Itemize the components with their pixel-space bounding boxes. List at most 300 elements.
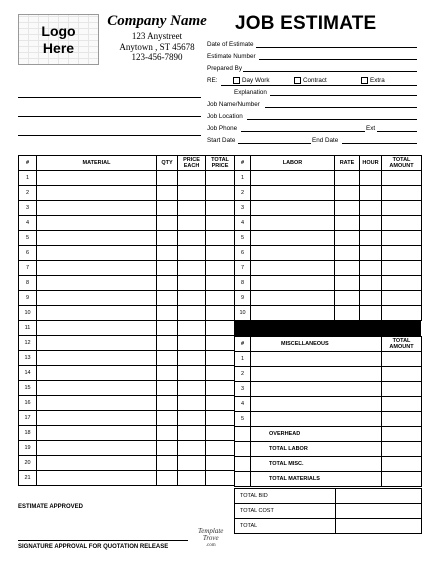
row-number: 4 <box>235 216 251 231</box>
total-price-cell[interactable] <box>206 456 235 471</box>
rate-cell[interactable] <box>335 246 360 261</box>
labor-table <box>234 155 422 321</box>
row-number: 16 <box>19 396 37 411</box>
labor-cell[interactable] <box>251 231 335 246</box>
summary-label: TOTAL MATERIALS <box>251 472 382 487</box>
material-row <box>19 351 235 366</box>
extra-label: Extra <box>370 77 385 85</box>
row-number: 12 <box>19 336 37 351</box>
rate-cell[interactable] <box>335 306 360 321</box>
misc-col-total-header: TOTAL AMOUNT <box>382 337 422 352</box>
extra-option[interactable] <box>361 77 385 84</box>
material-row <box>19 276 235 291</box>
price-each-cell[interactable] <box>178 396 206 411</box>
labor-total-cell[interactable] <box>382 231 422 246</box>
material-row <box>19 216 235 231</box>
blank-line[interactable] <box>18 97 201 98</box>
qty-cell[interactable] <box>157 441 178 456</box>
material-row <box>19 231 235 246</box>
job-phone-field[interactable] <box>241 131 365 132</box>
material-row <box>19 426 235 441</box>
labor-total-cell[interactable] <box>382 201 422 216</box>
labor-cell[interactable] <box>251 216 335 231</box>
total-price-cell[interactable] <box>206 171 235 186</box>
summary-row <box>235 427 422 442</box>
estimate-number-field[interactable] <box>259 59 417 60</box>
labor-total-cell[interactable] <box>382 186 422 201</box>
qty-cell[interactable] <box>157 366 178 381</box>
total-price-cell[interactable] <box>206 321 235 336</box>
price-each-cell[interactable] <box>178 306 206 321</box>
labor-total-cell[interactable] <box>382 216 422 231</box>
material-row <box>19 366 235 381</box>
row-number: 11 <box>19 321 37 336</box>
labor-col-hour-header: HOUR <box>360 156 382 171</box>
material-row <box>19 291 235 306</box>
total-price-cell[interactable] <box>206 261 235 276</box>
summary-row <box>235 442 422 457</box>
contract-option[interactable] <box>294 77 327 84</box>
price-each-cell[interactable] <box>178 471 206 486</box>
row-number: 6 <box>235 246 251 261</box>
material-cell[interactable] <box>37 216 157 231</box>
labor-row <box>235 276 422 291</box>
hour-cell[interactable] <box>360 216 382 231</box>
misc-total-cell[interactable] <box>382 367 422 382</box>
price-each-cell[interactable] <box>178 336 206 351</box>
material-row <box>19 471 235 486</box>
misc-cell[interactable] <box>251 382 382 397</box>
rate-cell[interactable] <box>335 201 360 216</box>
job-name-field[interactable] <box>265 107 417 108</box>
row-number: 14 <box>19 366 37 381</box>
labor-row <box>235 246 422 261</box>
row-number: 5 <box>235 412 251 427</box>
hour-cell[interactable] <box>360 261 382 276</box>
signature-line[interactable] <box>18 540 188 541</box>
qty-cell[interactable] <box>157 216 178 231</box>
labor-col-number-header: # <box>235 156 251 171</box>
row-number: 4 <box>19 216 37 231</box>
labor-total-cell[interactable] <box>382 261 422 276</box>
qty-cell[interactable] <box>157 426 178 441</box>
job-location-field[interactable] <box>247 119 417 120</box>
qty-cell[interactable] <box>157 186 178 201</box>
col-material-header: MATERIAL <box>37 156 157 171</box>
total-price-cell[interactable] <box>206 471 235 486</box>
labor-cell[interactable] <box>251 201 335 216</box>
company-street: 123 Anystreet <box>131 31 183 41</box>
summary-value-cell[interactable] <box>382 457 422 472</box>
misc-row <box>235 397 422 412</box>
row-number: 13 <box>19 351 37 366</box>
qty-cell[interactable] <box>157 246 178 261</box>
labor-cell[interactable] <box>251 246 335 261</box>
summary-value-cell[interactable] <box>382 442 422 457</box>
misc-col-misc-header: MISCELLANEOUS <box>251 337 382 352</box>
row-number: 5 <box>19 231 37 246</box>
row-number: 10 <box>19 306 37 321</box>
col-qty-header: QTY <box>157 156 178 171</box>
row-number: 1 <box>19 171 37 186</box>
labor-cell[interactable] <box>251 291 335 306</box>
misc-row <box>235 382 422 397</box>
row-number: 3 <box>19 201 37 216</box>
totals-row <box>235 489 422 504</box>
totals-value-cell[interactable] <box>336 489 422 504</box>
row-number: 20 <box>19 456 37 471</box>
material-header-row <box>19 156 235 171</box>
totals-value-cell[interactable] <box>336 519 422 534</box>
price-each-cell[interactable] <box>178 321 206 336</box>
labor-total-cell[interactable] <box>382 306 422 321</box>
summary-label: TOTAL LABOR <box>251 442 382 457</box>
qty-cell[interactable] <box>157 381 178 396</box>
rate-cell[interactable] <box>335 291 360 306</box>
summary-value-cell[interactable] <box>382 427 422 442</box>
summary-label: TOTAL MISC. <box>251 457 382 472</box>
company-name: Company Name <box>107 13 207 29</box>
summary-spacer <box>235 442 251 457</box>
material-cell[interactable] <box>37 426 157 441</box>
qty-cell[interactable] <box>157 396 178 411</box>
price-each-cell[interactable] <box>178 291 206 306</box>
material-row <box>19 186 235 201</box>
labor-cell[interactable] <box>251 186 335 201</box>
re-line[interactable] <box>221 85 417 86</box>
total-price-cell[interactable] <box>206 246 235 261</box>
row-number: 8 <box>19 276 37 291</box>
price-each-cell[interactable] <box>178 366 206 381</box>
total-price-cell[interactable] <box>206 351 235 366</box>
labor-cell[interactable] <box>251 171 335 186</box>
hour-cell[interactable] <box>360 306 382 321</box>
brand-line1: Template <box>198 527 224 535</box>
row-number: 2 <box>235 186 251 201</box>
extra-checkbox[interactable] <box>361 77 368 84</box>
blank-line[interactable] <box>18 116 201 117</box>
misc-row <box>235 352 422 367</box>
labor-total-cell[interactable] <box>382 291 422 306</box>
explanation-field[interactable] <box>270 95 417 96</box>
labor-header-row <box>235 156 422 171</box>
material-row <box>19 171 235 186</box>
rate-cell[interactable] <box>335 231 360 246</box>
hour-cell[interactable] <box>360 276 382 291</box>
material-cell[interactable] <box>37 441 157 456</box>
explanation-label: Explanation <box>234 89 267 96</box>
totals-table <box>234 488 422 534</box>
misc-total-cell[interactable] <box>382 412 422 427</box>
price-each-cell[interactable] <box>178 411 206 426</box>
estimate-number-label: Estimate Number <box>207 53 256 60</box>
qty-cell[interactable] <box>157 276 178 291</box>
section-divider-bar <box>234 321 421 336</box>
row-number: 3 <box>235 382 251 397</box>
material-cell[interactable] <box>37 336 157 351</box>
row-number: 19 <box>19 441 37 456</box>
total-price-cell[interactable] <box>206 336 235 351</box>
summary-spacer <box>235 457 251 472</box>
prepared-by-label: Prepared By <box>207 65 243 72</box>
hour-cell[interactable] <box>360 186 382 201</box>
material-cell[interactable] <box>37 456 157 471</box>
hour-cell[interactable] <box>360 246 382 261</box>
total-price-cell[interactable] <box>206 411 235 426</box>
day-work-option[interactable] <box>233 77 270 84</box>
day-work-label: Day Work <box>242 77 270 85</box>
material-cell[interactable] <box>37 186 157 201</box>
prepared-by-field[interactable] <box>243 71 417 72</box>
qty-cell[interactable] <box>157 201 178 216</box>
labor-row <box>235 201 422 216</box>
rate-cell[interactable] <box>335 276 360 291</box>
contract-checkbox[interactable] <box>294 77 301 84</box>
summary-spacer <box>235 427 251 442</box>
material-cell[interactable] <box>37 381 157 396</box>
misc-total-cell[interactable] <box>382 397 422 412</box>
signature-label: SIGNATURE APPROVAL FOR QUOTATION RELEASE <box>18 544 169 550</box>
labor-row <box>235 216 422 231</box>
price-each-cell[interactable] <box>178 216 206 231</box>
material-cell[interactable] <box>37 366 157 381</box>
labor-col-labor-header: LABOR <box>251 156 335 171</box>
material-cell[interactable] <box>37 171 157 186</box>
company-phone: 123-456-7890 <box>131 52 183 62</box>
row-number: 10 <box>235 306 251 321</box>
end-date-field[interactable] <box>342 143 417 144</box>
summary-value-cell[interactable] <box>382 472 422 487</box>
material-row <box>19 246 235 261</box>
qty-cell[interactable] <box>157 321 178 336</box>
material-row <box>19 201 235 216</box>
labor-row <box>235 291 422 306</box>
logo-placeholder <box>18 14 99 65</box>
price-each-cell[interactable] <box>178 186 206 201</box>
rate-cell[interactable] <box>335 186 360 201</box>
row-number: 6 <box>19 246 37 261</box>
hour-cell[interactable] <box>360 201 382 216</box>
total-price-cell[interactable] <box>206 276 235 291</box>
col-price-each-header: PRICE EACH <box>178 156 206 171</box>
price-each-cell[interactable] <box>178 171 206 186</box>
row-number: 9 <box>19 291 37 306</box>
material-cell[interactable] <box>37 201 157 216</box>
brand-line3: .com <box>205 543 216 548</box>
row-number: 2 <box>19 186 37 201</box>
labor-cell[interactable] <box>251 276 335 291</box>
material-row <box>19 456 235 471</box>
labor-row <box>235 186 422 201</box>
qty-cell[interactable] <box>157 456 178 471</box>
material-row <box>19 441 235 456</box>
row-number: 1 <box>235 171 251 186</box>
estimate-approved-label: ESTIMATE APPROVED <box>18 504 84 510</box>
qty-cell[interactable] <box>157 261 178 276</box>
start-date-field[interactable] <box>238 143 311 144</box>
qty-cell[interactable] <box>157 471 178 486</box>
price-each-cell[interactable] <box>178 351 206 366</box>
hour-cell[interactable] <box>360 291 382 306</box>
labor-col-rate-header: RATE <box>335 156 360 171</box>
qty-cell[interactable] <box>157 171 178 186</box>
totals-label: TOTAL BID <box>235 489 336 504</box>
price-each-cell[interactable] <box>178 381 206 396</box>
totals-label: TOTAL COST <box>235 504 336 519</box>
material-row <box>19 321 235 336</box>
start-date-label: Start Date <box>207 137 236 144</box>
material-cell[interactable] <box>37 306 157 321</box>
material-cell[interactable] <box>37 396 157 411</box>
material-row <box>19 336 235 351</box>
labor-row <box>235 306 422 321</box>
rate-cell[interactable] <box>335 216 360 231</box>
total-price-cell[interactable] <box>206 366 235 381</box>
material-cell[interactable] <box>37 351 157 366</box>
price-each-cell[interactable] <box>178 246 206 261</box>
summary-row <box>235 472 422 487</box>
row-number: 4 <box>235 397 251 412</box>
summary-label: OVERHEAD <box>251 427 382 442</box>
day-work-checkbox[interactable] <box>233 77 240 84</box>
qty-cell[interactable] <box>157 231 178 246</box>
job-phone-label: Job Phone <box>207 125 238 132</box>
qty-cell[interactable] <box>157 306 178 321</box>
rate-cell[interactable] <box>335 261 360 276</box>
material-table <box>18 155 235 486</box>
material-cell[interactable] <box>37 246 157 261</box>
misc-total-cell[interactable] <box>382 382 422 397</box>
brand-line2: Trove <box>202 534 219 542</box>
row-number: 18 <box>19 426 37 441</box>
company-city: Anytown , ST 45678 <box>119 42 195 52</box>
price-each-cell[interactable] <box>178 201 206 216</box>
labor-total-cell[interactable] <box>382 246 422 261</box>
blank-line[interactable] <box>18 135 201 136</box>
document-title: JOB ESTIMATE <box>235 13 377 34</box>
date-of-estimate-label: Date of Estimate <box>207 41 254 48</box>
col-number-header: # <box>19 156 37 171</box>
qty-cell[interactable] <box>157 291 178 306</box>
labor-row <box>235 171 422 186</box>
row-number: 1 <box>235 352 251 367</box>
contract-label: Contract <box>303 77 327 85</box>
labor-cell[interactable] <box>251 261 335 276</box>
misc-col-number-header: # <box>235 337 251 352</box>
qty-cell[interactable] <box>157 336 178 351</box>
material-cell[interactable] <box>37 261 157 276</box>
price-each-cell[interactable] <box>178 261 206 276</box>
total-price-cell[interactable] <box>206 216 235 231</box>
row-number: 5 <box>235 231 251 246</box>
job-location-label: Job Location <box>207 113 243 120</box>
row-number: 2 <box>235 367 251 382</box>
row-number: 8 <box>235 276 251 291</box>
misc-row <box>235 367 422 382</box>
row-number: 7 <box>19 261 37 276</box>
price-each-cell[interactable] <box>178 231 206 246</box>
total-price-cell[interactable] <box>206 231 235 246</box>
row-number: 7 <box>235 261 251 276</box>
misc-total-cell[interactable] <box>382 352 422 367</box>
material-row <box>19 411 235 426</box>
total-price-cell[interactable] <box>206 396 235 411</box>
totals-row <box>235 504 422 519</box>
totals-value-cell[interactable] <box>336 504 422 519</box>
date-of-estimate-field[interactable] <box>256 47 417 48</box>
logo-text-line1: Logo <box>41 22 76 39</box>
ext-label: Ext <box>366 125 376 132</box>
end-date-label: End Date <box>312 137 339 144</box>
total-price-cell[interactable] <box>206 186 235 201</box>
price-each-cell[interactable] <box>178 426 206 441</box>
price-each-cell[interactable] <box>178 456 206 471</box>
row-number: 17 <box>19 411 37 426</box>
row-number: 15 <box>19 381 37 396</box>
material-cell[interactable] <box>37 291 157 306</box>
hour-cell[interactable] <box>360 231 382 246</box>
material-row <box>19 261 235 276</box>
labor-row <box>235 231 422 246</box>
labor-col-total-header: TOTAL AMOUNT <box>382 156 422 171</box>
price-each-cell[interactable] <box>178 441 206 456</box>
summary-row <box>235 457 422 472</box>
hour-cell[interactable] <box>360 171 382 186</box>
price-each-cell[interactable] <box>178 276 206 291</box>
re-label: RE: <box>207 77 218 84</box>
material-row <box>19 381 235 396</box>
total-price-cell[interactable] <box>206 306 235 321</box>
row-number: 21 <box>19 471 37 486</box>
labor-row <box>235 261 422 276</box>
misc-row <box>235 412 422 427</box>
row-number: 3 <box>235 201 251 216</box>
labor-cell[interactable] <box>251 306 335 321</box>
row-number: 9 <box>235 291 251 306</box>
total-price-cell[interactable] <box>206 441 235 456</box>
logo-text-line2: Here <box>42 39 75 56</box>
total-price-cell[interactable] <box>206 381 235 396</box>
ext-field[interactable] <box>377 131 417 132</box>
material-cell[interactable] <box>37 276 157 291</box>
material-cell[interactable] <box>37 231 157 246</box>
material-row <box>19 306 235 321</box>
material-cell[interactable] <box>37 411 157 426</box>
template-trove-logo <box>198 528 223 549</box>
misc-cell[interactable] <box>251 397 382 412</box>
misc-cell[interactable] <box>251 367 382 382</box>
labor-total-cell[interactable] <box>382 171 422 186</box>
material-cell[interactable] <box>37 471 157 486</box>
misc-cell[interactable] <box>251 412 382 427</box>
col-total-price-header: TOTAL PRICE <box>206 156 235 171</box>
misc-table <box>234 336 422 487</box>
misc-header-row <box>235 337 422 352</box>
rate-cell[interactable] <box>335 171 360 186</box>
totals-label: TOTAL <box>235 519 336 534</box>
material-cell[interactable] <box>37 321 157 336</box>
job-name-label: Job Name/Number <box>207 101 260 108</box>
qty-cell[interactable] <box>157 411 178 426</box>
total-price-cell[interactable] <box>206 426 235 441</box>
total-price-cell[interactable] <box>206 291 235 306</box>
labor-total-cell[interactable] <box>382 276 422 291</box>
summary-spacer <box>235 472 251 487</box>
totals-row <box>235 519 422 534</box>
misc-cell[interactable] <box>251 352 382 367</box>
qty-cell[interactable] <box>157 351 178 366</box>
total-price-cell[interactable] <box>206 201 235 216</box>
